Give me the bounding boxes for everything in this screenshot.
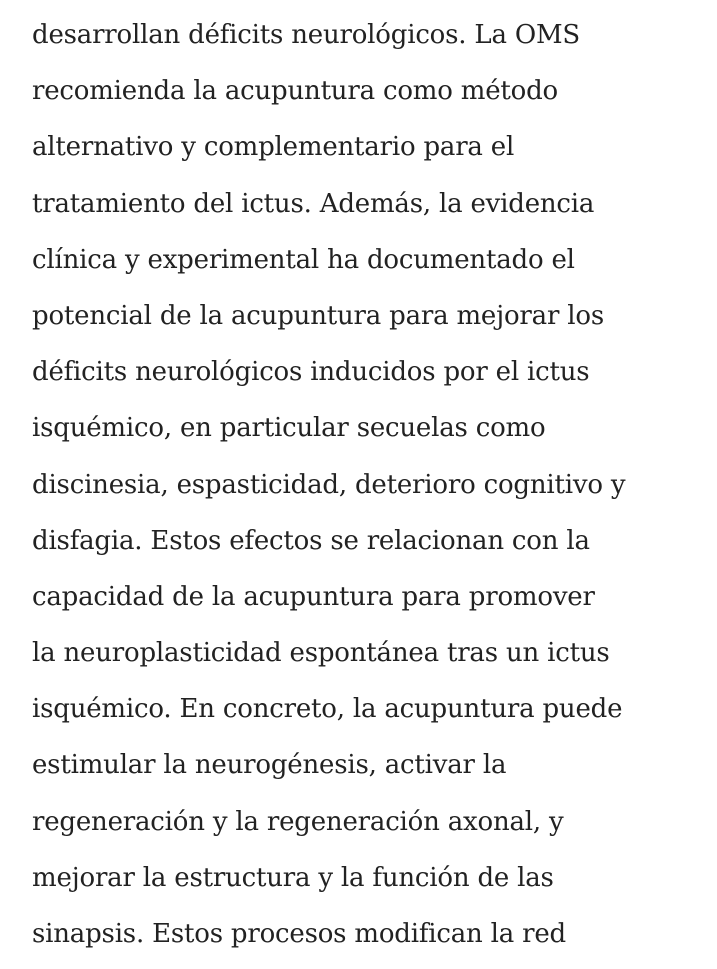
paragraph-line: discinesia, espasticidad, deterioro cognitivo y [32,469,626,500]
paragraph-line: capacidad de la acupuntura para promover [32,581,595,612]
paragraph-line: sinapsis. Estos procesos modifican la red [32,919,567,949]
article-body-paragraph [32,14,717,969]
paragraph-line: clínica y experimental ha documentado el [32,244,575,275]
paragraph-line: potencial de la acupuntura para mejorar los [32,300,604,331]
paragraph-line: tratamiento del ictus. Además, la evidencia [32,188,595,219]
paragraph-line: déficits neurológicos inducidos por el ictus [32,357,590,388]
paragraph-line: isquémico. En concreto, la acupuntura puede [32,694,623,725]
paragraph-line: recomienda la acupuntura como método [32,76,558,107]
paragraph-line: regeneración y la regeneración axonal, y [32,806,564,837]
paragraph-line: alternativo y complementario para el [32,132,515,163]
paragraph-line: isquémico, en particular secuelas como [32,413,546,444]
paragraph-line: mejorar la estructura y la función de las [32,862,554,893]
paragraph-line: disfagia. Estos efectos se relacionan con la [32,525,590,556]
paragraph-line: desarrollan déficits neurológicos. La OMS [32,20,580,50]
paragraph-line: estimular la neurogénesis, activar la [32,750,507,781]
paragraph-line: la neuroplasticidad espontánea tras un ictus [32,638,610,669]
